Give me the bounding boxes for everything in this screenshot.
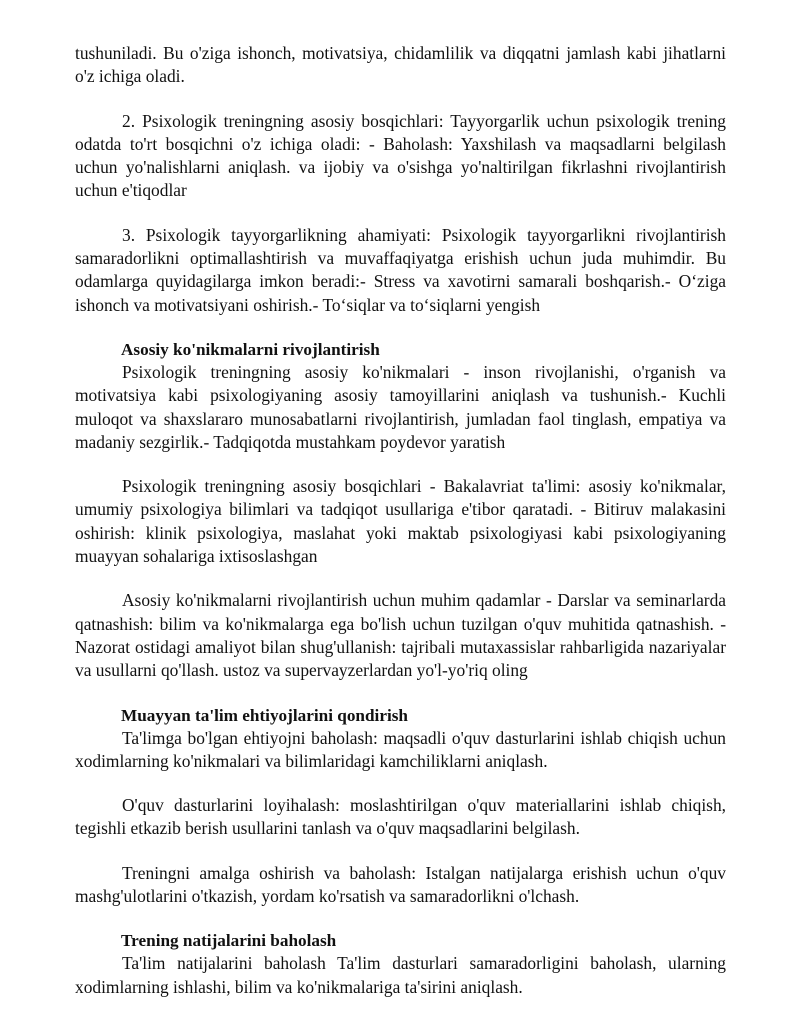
section-heading: Trening natijalarini baholash bbox=[121, 931, 337, 951]
paragraph-spacer bbox=[75, 89, 726, 110]
document-page bbox=[75, 42, 726, 999]
paragraph-spacer bbox=[75, 454, 726, 475]
paragraph-spacer bbox=[75, 317, 726, 338]
body-paragraph: Asosiy ko'nikmalarni rivojlantirish uchun muhim qadamlar - Darslar va seminarlarda qatnashish: bilim va ko'nikmalarga ega bo'lish uchun tuzilgan o'quv muhitida qatnashish. - Nazorat ostidagi amaliyot bilan shug'ullanish: tajribali mutaxassislar rahbarligida nazariyalar va usullarni qo'llash. ustoz va supervayzerlardan yo'l-yo'riq oling bbox=[75, 590, 726, 681]
section-heading: Muayyan ta'lim ehtiyojlarini qondirish bbox=[121, 705, 408, 725]
body-paragraph: Psixologik treningning asosiy bosqichlari - Bakalavriat ta'limi: asosiy ko'nikmalar, umumiy psixologiya bilimlari va tadqiqot usullariga e'tibor qaratadi. - Bitiruv malakasini oshirish: klinik psixologiya, maslahat yoki maktab psixologiyasi kabi psixologiyaning muayyan sohalariga ixtisoslashgan bbox=[75, 476, 726, 567]
body-paragraph: 2. Psixologik treningning asosiy bosqichlari: Tayyorgarlik uchun psixologik trening odatda to'rt bosqichni o'z ichiga oladi: - Baholash: Yaxshilash va maqsadlarni belgilash uchun yo'nalishlarni aniqlash. va ijobiy va o'sishga yo'naltirilgan fikrlashni rivojlantirish uchun e'tiqodlar bbox=[75, 110, 726, 201]
body-paragraph: Ta'limga bo'lgan ehtiyojni baholash: maqsadli o'quv dasturlarini ishlab chiqish uchun xodimlarning ko'nikmalari va bilimlaridagi kamchiliklarni aniqlash. bbox=[75, 727, 726, 771]
body-paragraph: Ta'lim natijalarini baholash Ta'lim dasturlari samaradorligini baholash, ularning xodimlarning ishlashi, bilim va ko'nikmalariga ta'sirini aniqlash. bbox=[75, 953, 726, 997]
paragraph-spacer bbox=[75, 773, 726, 794]
paragraph-spacer bbox=[75, 568, 726, 589]
body-paragraph: tushuniladi. Bu o'ziga ishonch, motivatsiya, chidamlilik va diqqatni jamlash kabi jihatlarni o'z ichiga oladi. bbox=[75, 43, 726, 87]
paragraph-spacer bbox=[75, 203, 726, 224]
paragraph-spacer bbox=[75, 841, 726, 862]
body-paragraph: 3. Psixologik tayyorgarlikning ahamiyati: Psixologik tayyorgarlikni rivojlantirish samaradorlikni optimallashtirish va muvaffaqiyatga erishish uchun juda muhimdir. Bu odamlarga quyidagilarga imkon beradi:- Stress va xavotirni samarali boshqarish.- O‘ziga ishonch va motivatsiyani oshirish.- To‘siqlar va to‘siqlarni yengish bbox=[75, 224, 726, 315]
paragraph-spacer bbox=[75, 908, 726, 929]
body-paragraph: O'quv dasturlarini loyihalash: moslashtirilgan o'quv materiallarini ishlab chiqish, tegishli etkazib berish usullarini tanlash va o'quv maqsadlarini belgilash. bbox=[75, 795, 726, 839]
section-heading: Asosiy ko'nikmalarni rivojlantirish bbox=[121, 339, 380, 359]
body-paragraph: Psixologik treningning asosiy ko'nikmalari - inson rivojlanishi, o'rganish va motivatsiya kabi psixologiyaning asosiy tamoyillarini aniqlash va tushunish.- Kuchli muloqot va shaxslararo munosabatlarni rivojlantirish, jumladan faol tinglash, empatiya va madaniy sezgirlik.- Tadqiqotda mustahkam poydevor yaratish bbox=[75, 361, 726, 452]
paragraph-spacer bbox=[75, 683, 726, 704]
body-paragraph: Treningni amalga oshirish va baholash: Istalgan natijalarga erishish uchun o'quv mashg'ulotlarini o'tkazish, yordam ko'rsatish va samaradorlikni o'lchash. bbox=[75, 862, 726, 907]
